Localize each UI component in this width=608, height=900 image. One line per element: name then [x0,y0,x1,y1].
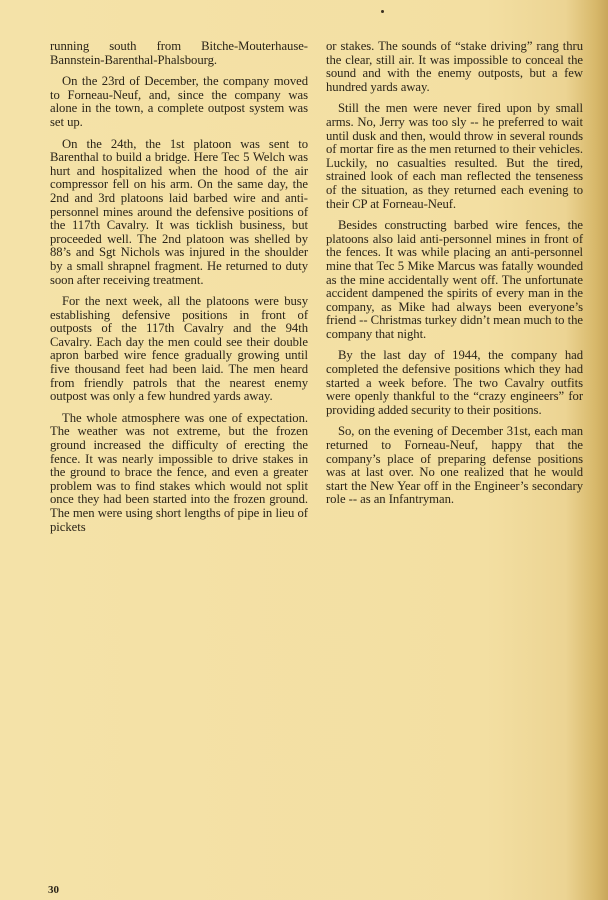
paragraph: So, on the evening of December 31st, each man returned to Forneau-Neuf, happy that the company’s place of preparing defense positions was at last over. No one realized that he would start the New Year off in the Engineer’s secondary role -- as an Infantryman. [326,424,583,507]
paragraph: The whole atmosphere was one of expectation. The weather was not extreme, but the frozen ground increased the difficulty of erecting the fence. It was nearly impossible to drive stakes in the ground to brace the fence, and even a greater problem was to find stakes which would not split once they had been started into the frozen ground. The men were using short lengths of pipe in lieu of pickets [50,410,308,534]
paragraph: running south from Bitche-Mouterhause-Bannstein-Barenthal-Phalsbourg. [50,39,308,67]
paragraph: For the next week, all the platoons were busy establishing defensive positions in front of outposts of the 117th Cavalry and the 94th Cavalry. Each day the men could see their double apron barbed wire fence gradually growing until five thousand feet had been laid. The men heard from friendly patrols that the nearest enemy outpost was only a few hundred yards away. [50,294,308,404]
paragraph: On the 23rd of December, the company moved to Forneau-Neuf, and, since the company was alone in the town, a complete outpost system was set up. [50,74,308,129]
paragraph: Still the men were never fired upon by small arms. No, Jerry was too sly -- he preferred to wait until dusk and then, would throw in several rounds of mortar fire as the men returned to their vehicles. Luckily, no casualties resulted. But the tired, strained look of each man reflected the tenseness of the situation, as they returned each evening to their CP at Forneau-Neuf. [326,101,583,211]
left-text-column [50,40,308,542]
paragraph: By the last day of 1944, the company had completed the defensive positions which they had started a week before. The two Cavalry outfits were openly thankful to the “crazy engineers” for providing added security to their positions. [326,348,583,417]
paragraph: On the 24th, the 1st platoon was sent to Barenthal to build a bridge. Here Tec 5 Welch was hurt and hospitalized when the hood of the air compressor fell on his arm. On the same day, the 2nd and 3rd platoons laid barbed wire and anti-personnel mines around the defensive positions of the 117th Cavalry. It was ticklish business, but proceeded well. The 2nd platoon was shelled by 88’s and Sgt Nichols was injured in the shoulder by a small shrapnel fragment. He returned to duty soon after receiving treatment. [50,136,308,287]
paragraph: Besides constructing barbed wire fences, the platoons also laid anti-personnel mines in front of the fences. It was while placing an anti-personnel mine that Tec 5 Mike Marcus was fatally wounded as the mine accidentally went off. The unfortunate accident dampened the spirits of every man in the company, as Mike had always been everyone’s friend -- Christmas turkey didn’t mean much to the company that night. [326,218,583,341]
right-text-column [326,40,583,515]
page-number: 30 [48,884,59,896]
ink-speck [381,10,384,13]
paragraph: or stakes. The sounds of “stake driving” rang thru the clear, still air. It was impossible to conceal the sound and with the enemy outposts, but a few hundred yards away. [326,39,583,94]
